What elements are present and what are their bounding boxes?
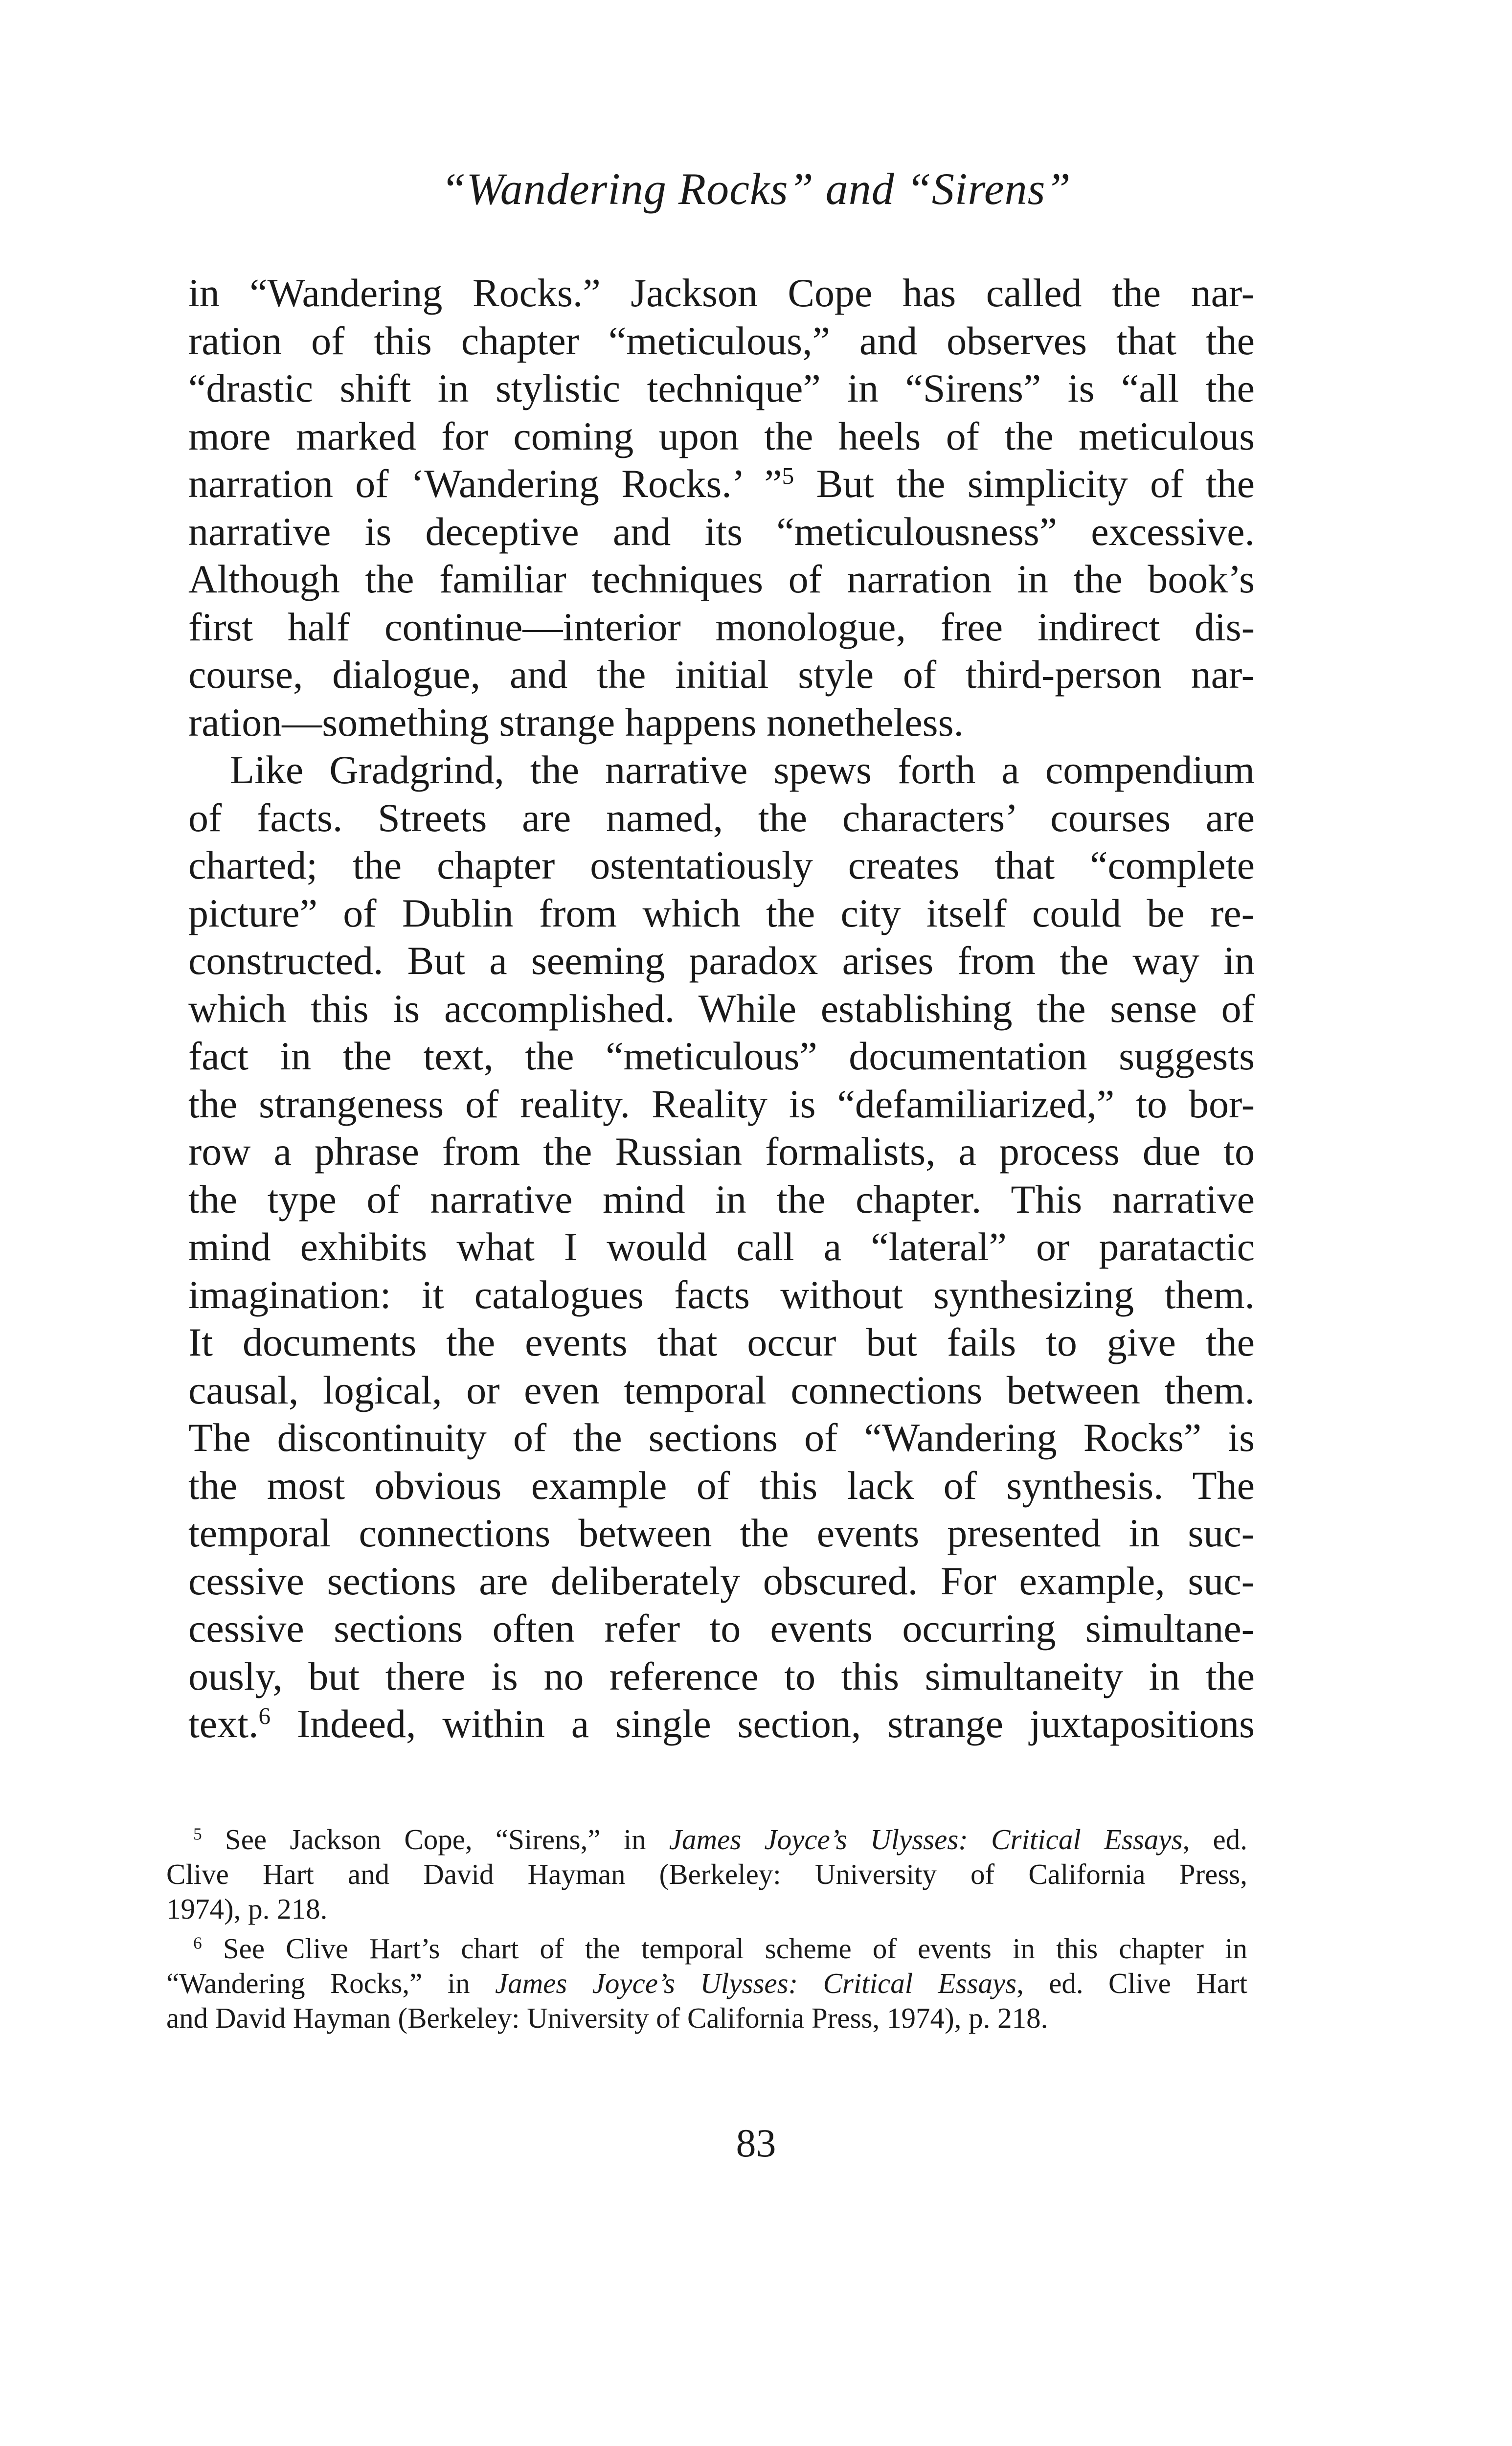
body-line: ously, but there is no reference to this simultaneity in the bbox=[188, 1653, 1255, 1699]
body-line: constructed. But a seeming paradox arises from the way in bbox=[188, 938, 1255, 983]
body-line: which this is accomplished. While establishing the sense of bbox=[188, 986, 1255, 1031]
footnote-number: 6 bbox=[193, 1933, 202, 1953]
body-line: temporal connections between the events presented in suc- bbox=[188, 1511, 1255, 1555]
page-number: 83 bbox=[736, 2121, 776, 2165]
body-line: Although the familiar techniques of narration in the book’s bbox=[188, 557, 1255, 601]
footnote-text: See Jackson Cope, “Sirens,” in bbox=[202, 1823, 669, 1856]
body-line-part: text. bbox=[188, 1701, 259, 1746]
body-line: mind exhibits what I would call a “lateral” or paratactic bbox=[188, 1224, 1255, 1269]
body-line: It documents the events that occur but fails to give the bbox=[188, 1320, 1255, 1364]
book-title: James Joyce’s Ulysses: Critical Essays bbox=[669, 1823, 1183, 1856]
body-text bbox=[188, 269, 1255, 1748]
body-line: of facts. Streets are named, the characters’ courses are bbox=[188, 795, 1255, 840]
footnote-text: See Clive Hart’s chart of the temporal scheme of events in this chapter in bbox=[202, 1932, 1247, 1965]
footnote-5-line: 1974), p. 218. bbox=[166, 1893, 328, 1925]
footnote-6-line bbox=[166, 1931, 1247, 1966]
body-line: “drastic shift in stylistic technique” in “Sirens” is “all the bbox=[188, 366, 1255, 410]
body-line: the most obvious example of this lack of synthesis. The bbox=[188, 1463, 1255, 1508]
body-line bbox=[188, 1700, 1255, 1748]
body-line-part: Indeed, within a single section, strange juxtapositions bbox=[271, 1701, 1255, 1746]
body-line: ration of this chapter “meticulous,” and observes that the bbox=[188, 318, 1255, 363]
footnote-5-line: Clive Hart and David Hayman (Berkeley: University of California Press, bbox=[166, 1858, 1247, 1890]
body-line-part: But the simplicity of the bbox=[794, 461, 1255, 506]
body-line: The discontinuity of the sections of “Wandering Rocks” is bbox=[188, 1415, 1255, 1460]
footnote-6-line: and David Hayman (Berkeley: University of California Press, 1974), p. 218. bbox=[166, 2002, 1048, 2034]
body-line: more marked for coming upon the heels of the meticulous bbox=[188, 413, 1255, 458]
footnote-ref-5: 5 bbox=[782, 462, 794, 489]
body-line: in “Wandering Rocks.” Jackson Cope has called the nar- bbox=[188, 271, 1255, 315]
body-line: picture” of Dublin from which the city itself could be re- bbox=[188, 890, 1255, 935]
footnote-text: , ed. Clive Hart bbox=[1016, 1967, 1247, 1999]
body-line: narrative is deceptive and its “meticulousness” excessive. bbox=[188, 509, 1255, 554]
body-line: the type of narrative mind in the chapter. This narrative bbox=[188, 1177, 1255, 1222]
body-line-part: narration of ‘Wandering Rocks.’ ” bbox=[188, 461, 782, 506]
body-line: fact in the text, the “meticulous” documentation suggests bbox=[188, 1034, 1255, 1078]
running-head: “Wandering Rocks” and “Sirens” bbox=[441, 164, 1071, 214]
body-line bbox=[188, 460, 1255, 508]
body-line: cessive sections are deliberately obscured. For example, suc- bbox=[188, 1558, 1255, 1603]
body-line: ration—something strange happens nonetheless. bbox=[188, 700, 964, 745]
footnote-6-line bbox=[166, 1966, 1247, 2001]
footnote-5-line bbox=[166, 1822, 1247, 1857]
body-line: row a phrase from the Russian formalists, a process due to bbox=[188, 1129, 1255, 1174]
book-title: James Joyce’s Ulysses: Critical Essays bbox=[495, 1967, 1017, 1999]
body-line: Like Gradgrind, the narrative spews forth a compendium bbox=[230, 747, 1255, 792]
body-line: causal, logical, or even temporal connections between them. bbox=[188, 1367, 1255, 1412]
footnote-number: 5 bbox=[193, 1824, 202, 1844]
body-line: charted; the chapter ostentatiously creates that “complete bbox=[188, 843, 1255, 887]
body-line: first half continue—interior monologue, free indirect dis- bbox=[188, 604, 1255, 649]
body-line: cessive sections often refer to events occurring simultane- bbox=[188, 1606, 1255, 1651]
body-line: the strangeness of reality. Reality is “defamiliarized,” to bor- bbox=[188, 1081, 1255, 1126]
footnotes bbox=[166, 1822, 1247, 2036]
body-line: imagination: it catalogues facts without synthesizing them. bbox=[188, 1272, 1255, 1317]
body-line: course, dialogue, and the initial style of third-person nar- bbox=[188, 652, 1255, 697]
footnote-text: , ed. bbox=[1182, 1823, 1247, 1856]
footnote-ref-6: 6 bbox=[258, 1702, 271, 1729]
footnote-text: “Wandering Rocks,” in bbox=[166, 1967, 495, 1999]
